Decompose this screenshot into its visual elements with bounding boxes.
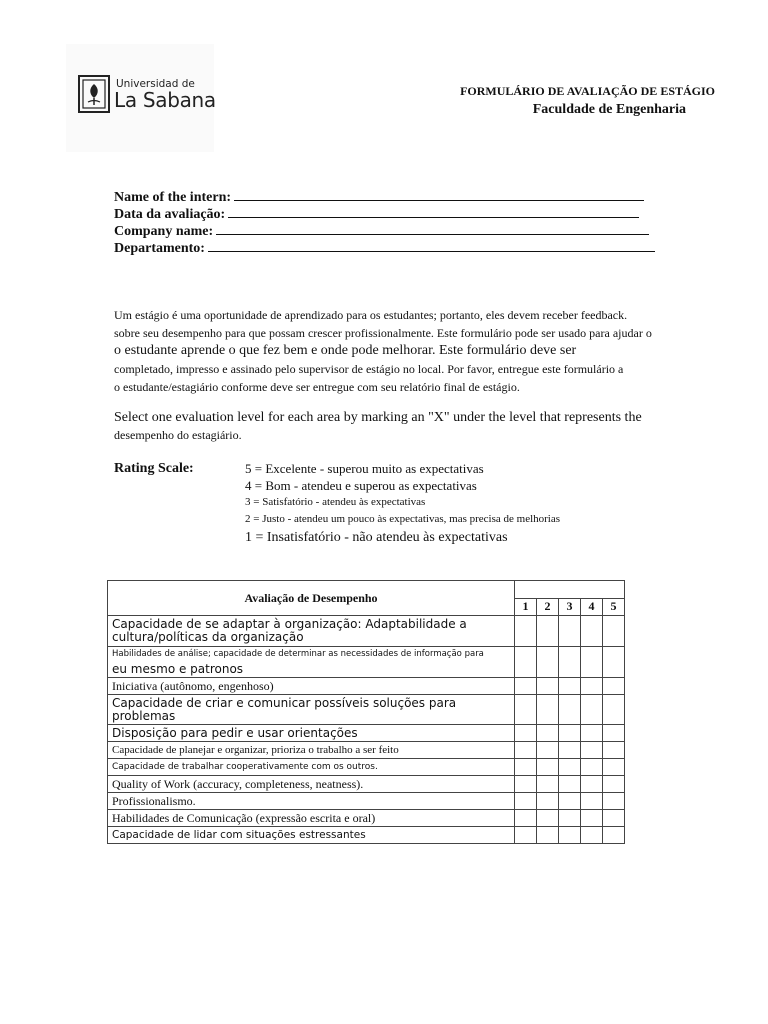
evaluation-date-line[interactable] <box>228 204 639 218</box>
score-header-5: 5 <box>603 598 625 616</box>
score-cell[interactable] <box>515 827 537 844</box>
criterion-stress: Capacidade de lidar com situações estressantes <box>108 827 515 844</box>
intro-line: o estudante/estagiário conforme deve ser entregue com seu relatório final de estágio. <box>114 380 520 394</box>
criterion-analysis-line-1: Habilidades de análise; capacidade de determinar as necessidades de informação para <box>112 648 484 659</box>
criterion-guidance: Disposição para pedir e usar orientações <box>108 725 515 742</box>
score-cell[interactable] <box>515 647 537 678</box>
score-header-3: 3 <box>559 598 581 616</box>
table-header: Avaliação de Desempenho <box>108 581 515 616</box>
score-cell[interactable] <box>581 742 603 759</box>
score-cell[interactable] <box>559 759 581 776</box>
logo-line-2: La Sabana <box>114 88 216 112</box>
score-header-4: 4 <box>581 598 603 616</box>
score-cell[interactable] <box>537 742 559 759</box>
intern-info-fields <box>114 187 674 255</box>
department-label: Departamento: <box>114 241 205 256</box>
table-row <box>108 776 625 793</box>
criterion-communication: Habilidades de Comunicação (expressão escrita e oral) <box>108 810 515 827</box>
instructions-line: Select one evaluation level for each area by marking an "X" under the level that represents the <box>114 410 642 425</box>
score-cell[interactable] <box>603 678 625 695</box>
evaluation-date-label: Data da avaliação: <box>114 207 226 222</box>
score-cell[interactable] <box>537 678 559 695</box>
score-cell[interactable] <box>581 616 603 647</box>
score-cell[interactable] <box>559 810 581 827</box>
score-cell[interactable] <box>515 695 537 725</box>
score-cell[interactable] <box>559 678 581 695</box>
score-cell[interactable] <box>515 793 537 810</box>
university-logo <box>66 44 214 152</box>
rating-level-3: 3 = Satisfatório - atendeu às expectativas <box>245 496 426 508</box>
department-field <box>114 238 674 255</box>
score-cell[interactable] <box>537 827 559 844</box>
score-cell[interactable] <box>581 695 603 725</box>
score-cell[interactable] <box>559 793 581 810</box>
score-cell[interactable] <box>603 695 625 725</box>
performance-evaluation-table <box>107 580 625 844</box>
score-cell[interactable] <box>559 827 581 844</box>
score-cell[interactable] <box>603 725 625 742</box>
instructions <box>114 409 694 444</box>
criterion-analysis <box>108 647 515 678</box>
score-cell[interactable] <box>537 810 559 827</box>
rating-scale-list <box>245 460 560 547</box>
score-header-1: 1 <box>515 598 537 616</box>
score-cell[interactable] <box>559 695 581 725</box>
form-title: FORMULÁRIO DE AVALIAÇÃO DE ESTÁGIO <box>460 84 715 98</box>
table-row <box>108 793 625 810</box>
score-cell[interactable] <box>559 616 581 647</box>
table-header-row <box>108 581 625 599</box>
score-cell[interactable] <box>515 678 537 695</box>
rating-level-5: 5 = Excelente - superou muito as expectativas <box>245 461 484 476</box>
rating-level-4: 4 = Bom - atendeu e superou as expectativas <box>245 478 477 493</box>
rating-level-2: 2 = Justo - atendeu um pouco às expectativas, mas precisa de melhorias <box>245 513 561 525</box>
score-cell[interactable] <box>515 759 537 776</box>
rating-scale-label: Rating Scale: <box>114 461 194 476</box>
score-cell[interactable] <box>603 647 625 678</box>
intern-name-line[interactable] <box>234 187 644 201</box>
table-row <box>108 810 625 827</box>
intro-line: completado, impresso e assinado pelo supervisor de estágio no local. Por favor, entregue este formulário a <box>114 362 624 376</box>
company-name-line[interactable] <box>216 221 649 235</box>
score-cell[interactable] <box>537 793 559 810</box>
score-cell[interactable] <box>537 647 559 678</box>
criterion-adaptability: Capacidade de se adaptar à organização: Adaptabilidade a cultura/políticas da organização <box>108 616 515 647</box>
intern-name-field <box>114 187 674 204</box>
table-row <box>108 725 625 742</box>
department-line[interactable] <box>208 238 655 252</box>
score-header-2: 2 <box>537 598 559 616</box>
score-cell[interactable] <box>537 695 559 725</box>
criterion-initiative: Iniciativa (autônomo, engenhoso) <box>108 678 515 695</box>
instructions-line: desempenho do estagiário. <box>114 428 242 442</box>
table-row <box>108 678 625 695</box>
table-row <box>108 695 625 725</box>
score-cell[interactable] <box>581 810 603 827</box>
score-cell[interactable] <box>537 759 559 776</box>
score-cell[interactable] <box>603 759 625 776</box>
table-row <box>108 647 625 678</box>
criterion-professionalism: Profissionalismo. <box>108 793 515 810</box>
score-cell[interactable] <box>559 776 581 793</box>
score-cell[interactable] <box>515 725 537 742</box>
intern-name-label: Name of the intern: <box>114 190 232 205</box>
rating-level-1: 1 = Insatisfatório - não atendeu às expectativas <box>245 530 508 545</box>
criterion-solutions: Capacidade de criar e comunicar possíveis soluções para problemas <box>108 695 515 725</box>
score-cell[interactable] <box>581 776 603 793</box>
logo-line-1: Universidad de <box>116 78 195 90</box>
score-cell[interactable] <box>515 810 537 827</box>
intro-line: Um estágio é uma oportunidade de aprendizado para os estudantes; portanto, eles devem receber feedback. <box>114 308 628 322</box>
score-cell[interactable] <box>581 827 603 844</box>
table-header-spacer <box>515 581 625 599</box>
crest-icon <box>78 75 110 113</box>
company-name-field <box>114 221 674 238</box>
score-cell[interactable] <box>537 725 559 742</box>
score-cell[interactable] <box>581 725 603 742</box>
score-cell[interactable] <box>581 678 603 695</box>
score-cell[interactable] <box>559 725 581 742</box>
table-row <box>108 759 625 776</box>
score-cell[interactable] <box>515 616 537 647</box>
faculty-name: Faculdade de Engenharia <box>532 102 686 117</box>
score-cell[interactable] <box>581 793 603 810</box>
score-cell[interactable] <box>515 742 537 759</box>
table-row <box>108 616 625 647</box>
score-cell[interactable] <box>603 776 625 793</box>
criterion-analysis-line-2: eu mesmo e patronos <box>112 661 244 676</box>
score-cell[interactable] <box>603 793 625 810</box>
criterion-teamwork: Capacidade de trabalhar cooperativamente com os outros. <box>108 759 515 776</box>
criterion-planning: Capacidade de planejar e organizar, prioriza o trabalho a ser feito <box>108 742 515 759</box>
intro-line: sobre seu desempenho para que possam crescer profissionalmente. Este formulário pode ser usado para ajudar o <box>114 326 652 340</box>
score-cell[interactable] <box>603 827 625 844</box>
score-cell[interactable] <box>581 647 603 678</box>
table-row <box>108 742 625 759</box>
score-cell[interactable] <box>603 810 625 827</box>
score-cell[interactable] <box>537 776 559 793</box>
score-cell[interactable] <box>559 742 581 759</box>
intro-paragraph <box>114 306 694 396</box>
evaluation-date-field <box>114 204 674 221</box>
score-cell[interactable] <box>537 616 559 647</box>
score-cell[interactable] <box>581 759 603 776</box>
score-cell[interactable] <box>603 616 625 647</box>
score-cell[interactable] <box>603 742 625 759</box>
table-row <box>108 827 625 844</box>
score-cell[interactable] <box>515 776 537 793</box>
company-name-label: Company name: <box>114 224 214 239</box>
criterion-quality: Quality of Work (accuracy, completeness, neatness). <box>108 776 515 793</box>
intro-line: o estudante aprende o que fez bem e onde pode melhorar. Este formulário deve ser <box>114 343 577 358</box>
score-cell[interactable] <box>559 647 581 678</box>
